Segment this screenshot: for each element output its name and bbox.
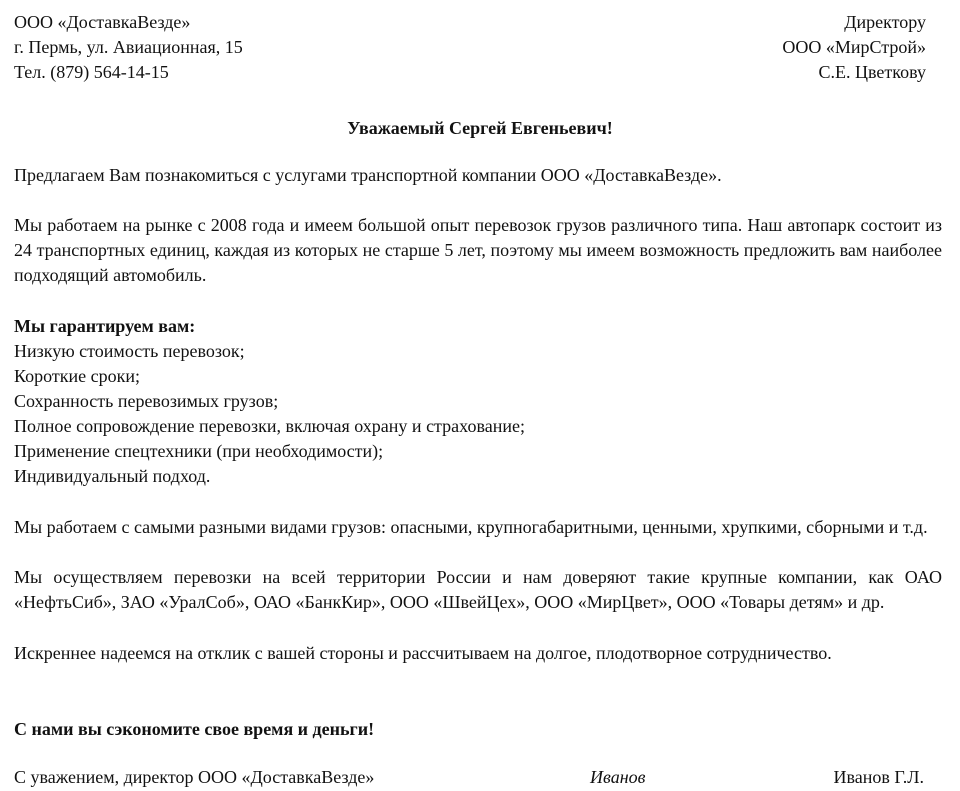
sender-block bbox=[14, 10, 243, 85]
guarantee-item: Короткие сроки; bbox=[14, 366, 140, 386]
clients-paragraph: Мы осуществляем перевозки на всей территории России и нам доверяют такие крупные компании, как ОАО «НефтьСиб», ЗАО «УралСоб», ОАО «БанкКир», ООО «ШвейЦех», ООО «МирЦвет», ООО «Товары детям» и др. bbox=[14, 567, 942, 612]
signature-line bbox=[14, 765, 924, 790]
guarantee-item: Применение спецтехники (при необходимости); bbox=[14, 441, 384, 461]
intro-paragraph: Предлагаем Вам познакомиться с услугами транспортной компании ООО «ДоставкаВезде». bbox=[14, 165, 722, 185]
guarantees-list bbox=[14, 339, 942, 489]
guarantee-item: Низкую стоимость перевозок; bbox=[14, 341, 245, 361]
recipient-name: С.Е. Цветкову bbox=[818, 62, 926, 82]
cargo-paragraph: Мы работаем с самыми разными видами грузов: опасными, крупногабаритными, ценными, хрупкими, сборными и т.д. bbox=[14, 517, 928, 537]
slogan: С нами вы сэкономите свое время и деньги! bbox=[14, 719, 375, 739]
guarantee-item: Полное сопровождение перевозки, включая охрану и страхование; bbox=[14, 416, 525, 436]
hope-paragraph: Искреннее надеемся на отклик с вашей стороны и рассчитываем на долгое, плодотворное сотрудничество. bbox=[14, 643, 832, 663]
recipient-company: ООО «МирСтрой» bbox=[782, 37, 926, 57]
sender-company: ООО «ДоставкаВезде» bbox=[14, 12, 191, 32]
recipient-position: Директору bbox=[844, 12, 926, 32]
guarantee-item: Сохранность перевозимых грузов; bbox=[14, 391, 279, 411]
guarantee-item: Индивидуальный подход. bbox=[14, 466, 211, 486]
sender-phone: Тел. (879) 564-14-15 bbox=[14, 62, 169, 82]
guarantees-section bbox=[14, 314, 942, 489]
signature-closing: С уважением, директор ООО «ДоставкаВезде» bbox=[14, 767, 375, 787]
guarantees-heading: Мы гарантируем вам: bbox=[14, 316, 196, 336]
sender-address: г. Пермь, ул. Авиационная, 15 bbox=[14, 37, 243, 57]
about-paragraph: Мы работаем на рынке с 2008 года и имеем большой опыт перевозок грузов различного типа. Наш автопарк состоит из 24 транспортных единиц, каждая из которых не старше 5 лет, поэтому мы имеем возможность предложить вам наиболее подходящий автомобиль. bbox=[14, 215, 942, 285]
greeting: Уважаемый Сергей Евгеньевич! bbox=[347, 118, 613, 138]
signature-name: Иванов Г.Л. bbox=[833, 767, 924, 787]
letter-header bbox=[14, 10, 926, 90]
recipient-block bbox=[782, 10, 926, 85]
signature-handwritten: Иванов bbox=[590, 767, 646, 787]
